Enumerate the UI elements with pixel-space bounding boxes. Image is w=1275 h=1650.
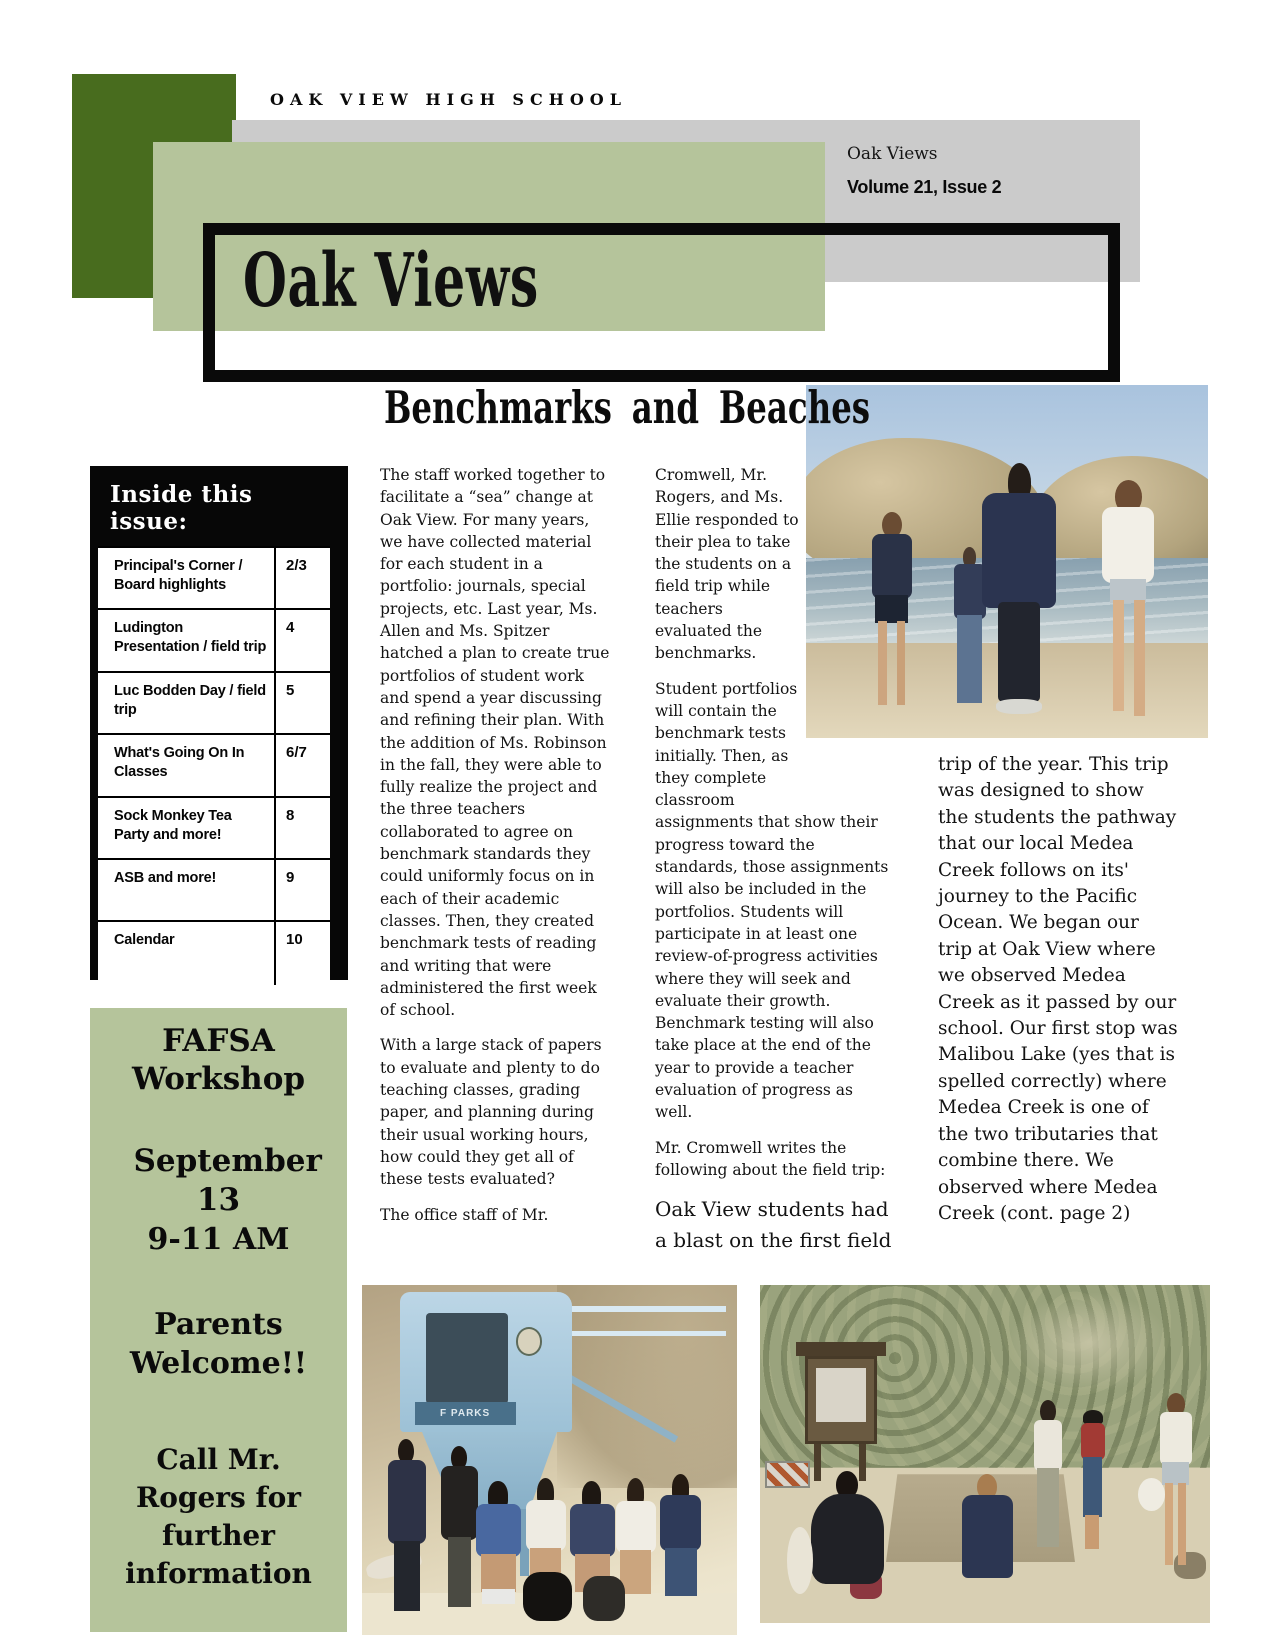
article-lead-sentence: Oak View students had a blast on the first field	[655, 1197, 892, 1253]
figure-part	[448, 1537, 471, 1608]
figure-part	[583, 1576, 624, 1622]
fafsa-workshop-box	[90, 1008, 347, 1632]
backpack	[523, 1572, 572, 1621]
toc-item-page: 10	[274, 922, 330, 984]
toc-row	[98, 922, 330, 984]
article-column-3	[938, 752, 1178, 1227]
student-figure	[385, 1439, 430, 1614]
traffic-barrier	[765, 1461, 810, 1488]
inside-this-issue-table	[98, 546, 330, 985]
toc-item-page: 6/7	[274, 735, 330, 795]
seated-figure	[958, 1474, 1017, 1589]
event-title: FAFSA Workshop	[131, 1023, 306, 1097]
figure-part	[982, 493, 1056, 607]
inside-this-issue-title: Inside this issue:	[110, 481, 253, 535]
figure-part	[998, 602, 1040, 701]
figure-part	[1081, 1423, 1105, 1460]
figure-part	[523, 1572, 572, 1621]
event-time: 9-11 AM	[147, 1222, 290, 1257]
figure-part	[787, 1527, 813, 1594]
figure-part	[481, 1554, 516, 1592]
figure-part	[1037, 1468, 1059, 1547]
figure-part	[620, 1550, 651, 1594]
pale-tree	[1008, 1292, 1170, 1393]
figure-part	[1083, 1457, 1102, 1517]
toc-item-page: 5	[274, 673, 330, 733]
figure-part	[962, 1495, 1013, 1578]
toc-item-page: 8	[274, 798, 330, 858]
figure-part	[1162, 1462, 1189, 1485]
figure-part	[660, 1495, 701, 1551]
figure-part	[811, 1494, 884, 1584]
figure-part	[1178, 1483, 1186, 1566]
school-name: OAK VIEW HIGH SCHOOL	[270, 90, 627, 109]
figure-part	[996, 699, 1042, 714]
toc-item-label: ASB and more!	[114, 869, 217, 886]
article-paragraph: With a large stack of papers to evaluate and plenty to do teaching classes, grading paper, and planning during their usual working hours, how could they get all of these tests evaluated?	[380, 1036, 602, 1189]
student-figure	[658, 1474, 703, 1607]
event-contact: Call Mr. Rogers for further information	[125, 1443, 312, 1590]
article-column-1	[380, 464, 616, 1239]
article-paragraph: The staff worked together to facilitate a “sea” change at Oak View. For many years, we have collected material for each student in a portfolio: journals, special projects, etc. Last year, Ms. Allen and Ms. Spitzer hatched a plan to create true portfolios of student work and spend a year discussing and refining their plan. With the addition of Ms. Robinson in the fall, they were able to fully realize the project and the three teachers collaborated to agree on benchmark standards they could uniformly focus on in each of their academic classes. Then, they created benchmark tests of reading and writing that were administered the first week of school.	[380, 466, 610, 1020]
student-figure	[475, 1481, 524, 1607]
masthead-title-box	[203, 223, 1120, 382]
standing-figure	[1075, 1410, 1111, 1552]
toc-item-label: Ludington Presentation / field trip	[114, 620, 267, 656]
toc-item-label: Luc Bodden Day / field trip	[114, 682, 266, 718]
figure-part	[616, 1501, 656, 1553]
backpack	[583, 1576, 624, 1622]
tower-railing	[550, 1306, 726, 1312]
event-date: September 13	[133, 1143, 322, 1218]
toc-item-label: What's Going On In Classes	[114, 745, 245, 781]
article-paragraph: Mr. Cromwell writes the following about the field trip:	[655, 1138, 886, 1179]
kiosk-notice	[816, 1368, 866, 1422]
toc-row	[98, 610, 330, 672]
figure-part	[388, 1460, 426, 1544]
figure-part	[1110, 579, 1146, 603]
article-continuation: trip of the year. This trip was designed to show the students the pathway that our local Medea Creek follows on its' journey to the Pacific Ocean. We began our trip at Oak View where we observed Medea Creek as it passed by our school. Our first stop was Malibou Lake (yes that is spelled correctly) where Medea Creek is one of the two tributaries that combine there. We observed where Medea Creek (cont. page 2)	[938, 754, 1178, 1224]
tower-railing	[550, 1331, 726, 1337]
photo-trail-group	[760, 1285, 1210, 1623]
student-figure	[1095, 480, 1163, 720]
tower-sign: F PARKS	[415, 1402, 516, 1425]
newsletter-label: Oak Views	[847, 144, 938, 164]
toc-item-label: Sock Monkey Tea Party and more!	[114, 807, 232, 843]
figure-part	[482, 1589, 515, 1604]
article-paragraph: Cromwell, Mr. Rogers, and Ms. Ellie responded to their plea to take the students on a field trip while teachers evaluated the benchmarks.	[655, 466, 799, 663]
photo-lifeguard-tower-group	[362, 1285, 737, 1635]
figure-part	[1034, 1420, 1061, 1472]
toc-item-label: Calendar	[114, 932, 175, 949]
article-headline: Benchmarks and Beaches	[384, 381, 871, 434]
toc-item-label: Principal's Corner / Board highlights	[114, 558, 243, 593]
toc-item-page: 2/3	[274, 548, 330, 608]
toc-row	[98, 548, 330, 610]
article-paragraph: Student portfolios will contain the benchmark tests initially. Then, as they complete classroom assignments that show their progress toward the standards, those assignments will also be included in the portfolios. Students will participate in at least one review-of-progress activities where they will seek and evaluate their growth. Benchmark testing will also take place at the end of the year to provide a teacher evaluation of progress as well.	[655, 679, 889, 1122]
toc-item-page: 4	[274, 610, 330, 670]
figure-part	[1085, 1515, 1099, 1549]
toc-item-page: 9	[274, 860, 330, 920]
toc-row	[98, 860, 330, 922]
article-column-2	[655, 464, 895, 1256]
toc-row	[98, 735, 330, 797]
teacher-figure	[975, 463, 1063, 717]
inside-this-issue-box	[90, 466, 348, 980]
kiosk-roof	[796, 1342, 886, 1356]
figure-part	[441, 1466, 479, 1540]
toc-row	[98, 798, 330, 860]
toc-row	[98, 673, 330, 735]
standing-figure	[1156, 1393, 1197, 1569]
figure-part	[526, 1500, 566, 1550]
volume-issue: Volume 21, Issue 2	[847, 177, 1002, 197]
seated-figure	[810, 1471, 887, 1599]
figure-part	[897, 621, 906, 706]
figure-part	[1160, 1412, 1192, 1465]
article-paragraph: The office staff of Mr.	[380, 1205, 549, 1224]
tower-window	[426, 1313, 509, 1404]
figure-part	[476, 1504, 521, 1557]
standing-figure	[1030, 1400, 1066, 1552]
newsletter-title: Oak Views	[243, 238, 539, 324]
event-note: Parents Welcome!!	[129, 1307, 308, 1381]
figure-part	[1102, 507, 1154, 584]
figure-part	[665, 1548, 697, 1596]
figure-part	[394, 1541, 419, 1611]
figure-part	[1113, 600, 1124, 710]
photo-text-wrap-spacer	[801, 464, 895, 796]
figure-part	[1134, 600, 1145, 715]
tower-emblem	[516, 1327, 543, 1356]
figure-part	[1165, 1483, 1173, 1566]
figure-part	[570, 1504, 615, 1557]
